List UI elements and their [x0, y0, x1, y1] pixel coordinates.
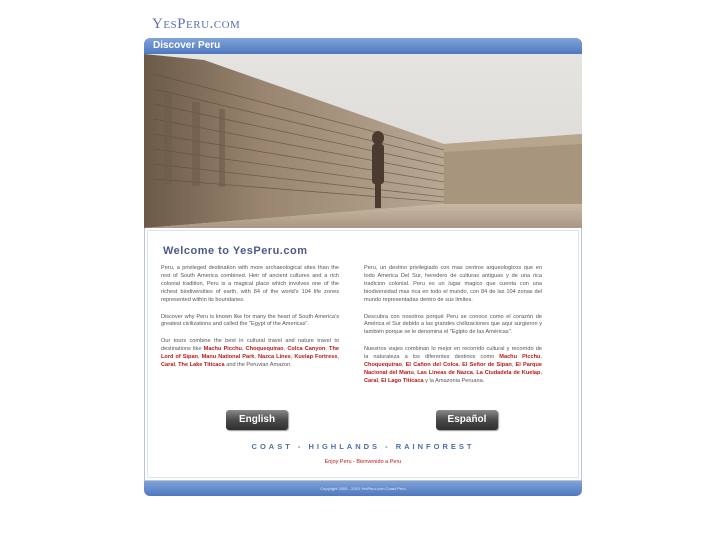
footer-bar [144, 481, 582, 496]
adobe-wall-illustration [144, 54, 582, 228]
link-es-machu-picchu[interactable]: Machu Picchu [499, 354, 541, 361]
copyright-text: Copyright 2006 - 2010 YesPeru.com Coast Peru [320, 486, 406, 491]
english-tours-intro: Our tours combine the best in cultural travel and nature travel to destinations like [161, 338, 339, 353]
link-nazca-lines[interactable]: Nazca Lines [257, 354, 291, 361]
spanish-paragraph-3: Nuestros viajes combinan lo mejor en recorrido cultural y recorrido de la naturaleza a los diferentes destinos como Machu Picchu, Choquequirao, El Cañon del Colca, El Señor de Sipan, El Parque Nacional del Manu, Las Lineas de Nazca, La Ciudadela de Kuelap, Caral, El Lago Titicaca y la Amazonia Peruana. [364, 346, 543, 384]
link-es-senor-sipan[interactable]: El Señor de Sipan [462, 362, 512, 369]
header-bar [144, 38, 582, 54]
english-button[interactable]: English [226, 410, 288, 430]
hero-image [144, 54, 582, 228]
content-panel [144, 228, 582, 481]
spanish-button[interactable]: Español [436, 410, 498, 430]
link-es-caral[interactable]: Caral [364, 377, 378, 384]
welcome-heading: Welcome to YesPeru.com [163, 245, 308, 257]
spanish-column [364, 265, 542, 395]
link-lord-of-sipan[interactable]: The Lord of Sipan [161, 346, 339, 361]
english-paragraph-1: Peru, a privileged destination with more archaeological sites than the rest of South America combined. Heir of ancient cultures and a rich colonial tradition, Peru is a magical place which involves one of the richest biodiversities of earth, with 84 of the world's 104 life zones represented within its boundaries. [161, 265, 339, 303]
spanish-tours-intro: Nuestros viajes combinan lo mejor en recorrido cultural y recorrido de la naturaleza a los diferentes destinos como [364, 346, 542, 361]
link-es-canon-colca[interactable]: El Cañon del Colca [405, 362, 459, 369]
link-manu-national-park[interactable]: Manu National Park [201, 354, 255, 361]
regions-tagline: COAST - HIGHLANDS - RAINFOREST [251, 442, 475, 451]
content-inner [147, 230, 579, 478]
link-lake-titicaca[interactable]: The Lake Titicaca [178, 362, 225, 369]
link-es-lago-titicaca[interactable]: El Lago Titicaca [381, 377, 424, 384]
link-machu-picchu[interactable]: Machu Picchu [203, 346, 242, 353]
link-es-choquequirao[interactable]: Choquequirao [364, 362, 402, 369]
link-es-parque-manu[interactable]: El Parque Nacional del Manu [364, 362, 543, 376]
header-title: Discover Peru [153, 40, 221, 51]
spanish-paragraph-1: Peru, un destino privilegiado con mas centros arqueologicos que en todo America Del Sur, heredero de culturas antiguas y de una rica tradicion colonial. Peru es un lugar magico que cuenta con una biodiversidad mas rica en todo el mundo, con 84 de las 104 zonas del mundo representadas dentro de sus limites. [364, 265, 542, 303]
spanish-tours-outro: y la Amazonia Peruana. [425, 377, 485, 384]
link-es-lineas-nazca[interactable]: Las Lineas de Nazca [417, 369, 473, 376]
link-es-ciudadela-kuelap[interactable]: La Ciudadela de Kuelap [476, 369, 541, 376]
spanish-paragraph-2: Descubra con nosotros porqué Peru se conoce como el corazón de América el Sur debido a las grandes civilizaciones que aquí surgieron y también porque se le denomina el "Egipto de las Américas". [364, 313, 542, 336]
link-colca-canyon[interactable]: Colca Canyon [287, 346, 326, 353]
link-kuelap-fortress[interactable]: Kuelap Fortress [294, 354, 338, 361]
english-paragraph-2: Discover why Peru is known like for many the heart of South America's greatest civilizations and called the "Egypt of the Americas". [161, 313, 339, 328]
english-tours-outro: and the Peruvian Amazon. [226, 362, 292, 369]
enjoy-link[interactable]: Enjoy Peru - Bienvenido a Peru [324, 459, 402, 465]
english-paragraph-3: Our tours combine the best in cultural travel and nature travel to destinations like Machu Picchu, Choquequirao, Colca Canyon, The Lord of Sipan, Manu National Park, Nazca Lines, Kuelap Fortress, Caral, The Lake Titicaca and the Peruvian Amazon. [161, 338, 339, 369]
link-caral[interactable]: Caral [161, 362, 175, 369]
english-column [161, 265, 339, 379]
link-choquequirao[interactable]: Choquequirao [245, 346, 284, 353]
site-logo[interactable]: YesPeru.com [152, 16, 241, 32]
